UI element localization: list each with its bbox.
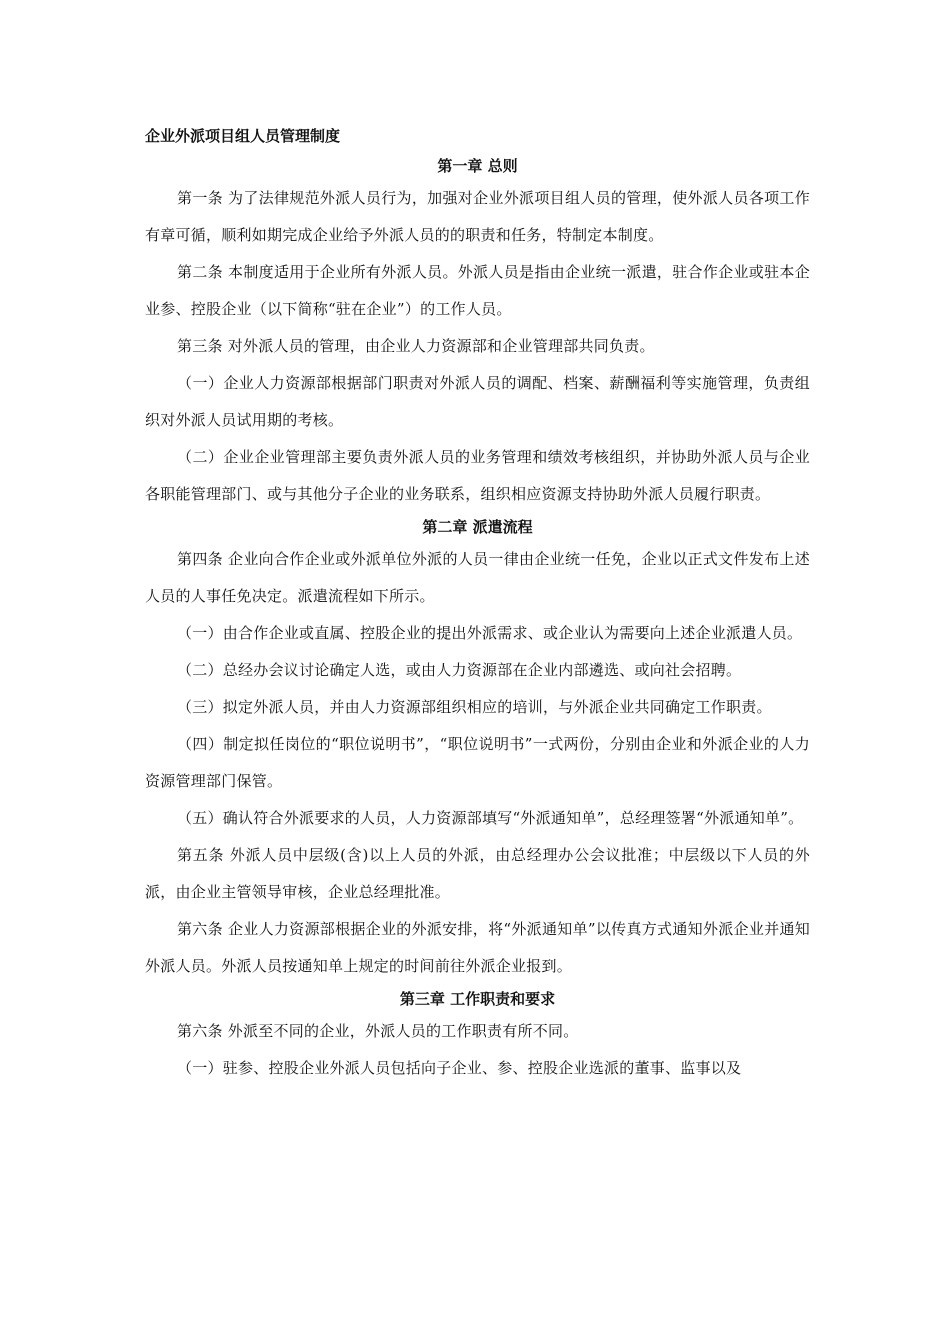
paragraph: 第六条 外派至不同的企业，外派人员的工作职责有所不同。 xyxy=(177,1022,579,1040)
document-title: 企业外派项目组人员管理制度 xyxy=(145,127,341,145)
paragraph: （一）驻参、控股企业外派人员包括向子企业、参、控股企业选派的董事、监事以及 xyxy=(177,1059,742,1077)
paragraph: （一）由合作企业或直属、控股企业的提出外派需求、或企业认为需要向上述企业派遣人员。 xyxy=(177,624,803,642)
chapter-heading: 第一章 总则 xyxy=(437,157,518,175)
paragraph: 第六条 企业人力资源部根据企业的外派安排，将“外派通知单”以传真方式通知外派企业并通知外派人员。外派人员按通知单上规定的时间前往外派企业报到。 xyxy=(145,920,810,975)
paragraph: （四）制定拟任岗位的“职位说明书”，“职位说明书”一式两份，分别由企业和外派企业的人力资源管理部门保管。 xyxy=(145,735,810,790)
paragraph: （二）企业企业管理部主要负责外派人员的业务管理和绩效考核组织，并协助外派人员与企业各职能管理部门、或与其他分子企业的业务联系，组织相应资源支持协助外派人员履行职责。 xyxy=(145,448,810,503)
paragraph: 第五条 外派人员中层级(含)以上人员的外派，由总经理办公会议批准；中层级以下人员的外派，由企业主管领导审核，企业总经理批准。 xyxy=(145,846,810,901)
chapter-heading: 第二章 派遣流程 xyxy=(422,518,533,536)
paragraph: 第四条 企业向合作企业或外派单位外派的人员一律由企业统一任免，企业以正式文件发布上述人员的人事任免决定。派遣流程如下所示。 xyxy=(145,550,810,605)
paragraph: （五）确认符合外派要求的人员，人力资源部填写“外派通知单”，总经理签署“外派通知单”。 xyxy=(177,809,804,827)
paragraph: 第二条 本制度适用于企业所有外派人员。外派人员是指由企业统一派遣，驻合作企业或驻本企业参、控股企业（以下简称“驻在企业”）的工作人员。 xyxy=(145,263,810,318)
paragraph: （一）企业人力资源部根据部门职责对外派人员的调配、档案、薪酬福利等实施管理，负责组织对外派人员试用期的考核。 xyxy=(145,374,810,429)
paragraph: （二）总经办会议讨论确定人选，或由人力资源部在企业内部遴选、或向社会招聘。 xyxy=(177,661,742,679)
chapter-heading: 第三章 工作职责和要求 xyxy=(399,990,556,1008)
document-page xyxy=(145,120,810,1087)
paragraph: （三）拟定外派人员，并由人力资源部组织相应的培训，与外派企业共同确定工作职责。 xyxy=(177,698,772,716)
paragraph: 第三条 对外派人员的管理，由企业人力资源部和企业管理部共同负责。 xyxy=(177,337,655,355)
paragraph: 第一条 为了法律规范外派人员行为，加强对企业外派项目组人员的管理，使外派人员各项工作有章可循，顺利如期完成企业给予外派人员的的职责和任务，特制定本制度。 xyxy=(145,189,810,244)
